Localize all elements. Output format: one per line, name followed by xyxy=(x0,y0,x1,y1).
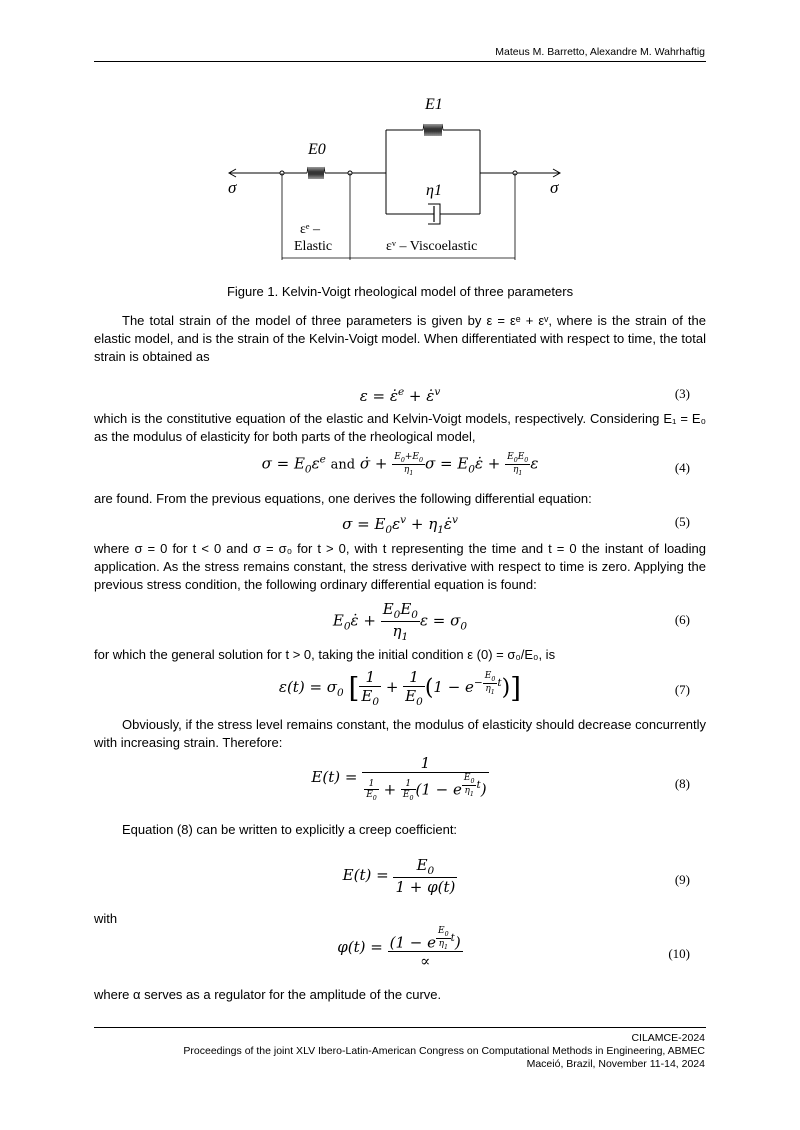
spring-e0 xyxy=(282,167,350,179)
equation-number: (4) xyxy=(674,460,690,475)
label-elastic: Elastic xyxy=(294,239,333,254)
label-elastic-strain: εᵉ – xyxy=(300,222,320,237)
equation-number: (7) xyxy=(674,682,690,697)
paragraph-previous-equations: are found. From the previous equations, one derives the following differential equation: xyxy=(94,491,592,506)
spring-e1 xyxy=(423,124,443,136)
kelvin-voigt-model-figure xyxy=(220,92,580,267)
header-rule xyxy=(94,61,706,62)
footer-location-date: Maceió, Brazil, November 11-14, 2024 xyxy=(526,1058,705,1070)
label-eta1: η1 xyxy=(426,182,442,199)
figure-caption: Figure 1. Kelvin-Voigt rheological model of three parameters xyxy=(226,284,574,299)
paragraph-total-strain: The total strain of the model of three parameters is given by ε = εᵉ + εᵛ, where is the strain of the elastic model, and is the strain of the Kelvin-Voigt model. When differentiated with respect to time, the total strain is obtained as xyxy=(94,313,706,364)
footer-conference: CILAMCE-2024 xyxy=(631,1032,705,1044)
equation-number: (9) xyxy=(674,872,690,887)
equation-number: (8) xyxy=(674,776,690,791)
label-sigma-left: σ xyxy=(228,178,237,197)
paragraph-loading: where σ = 0 for t < 0 and σ = σ₀ for t > 0, with t representing the time and t = 0 the instant of loading application. As the stress remains constant, the stress derivative with respect to time is zero. Applying the previous stress condition, the following ordinary differential equation is found: xyxy=(94,541,706,592)
paragraph-obviously: Obviously, if the stress level remains constant, the modulus of elasticity should decrease concurrently with increasing strain. Therefore: xyxy=(94,717,706,750)
paragraph-general-solution: for which the general solution for t > 0, taking the initial condition ε (0) = σ₀/E₀, is xyxy=(94,647,556,662)
equation-number: (3) xyxy=(674,386,690,401)
label-sigma-right: σ xyxy=(550,178,559,197)
paragraph-equation-8: Equation (8) can be written to explicitly a creep coefficient: xyxy=(122,822,458,837)
equation-number: (5) xyxy=(674,514,690,529)
footer-rule xyxy=(94,1027,706,1028)
equation-number: (6) xyxy=(674,612,690,627)
running-header-authors: Mateus M. Barretto, Alexandre M. Wahrhaftig xyxy=(495,46,705,58)
dashpot-eta1 xyxy=(386,204,480,224)
label-viscoelastic: εᵛ – Viscoelastic xyxy=(386,239,478,254)
label-e0: E0 xyxy=(308,141,326,158)
paragraph-with: with xyxy=(94,911,118,926)
footer-proceedings: Proceedings of the joint XLV Ibero-Latin-American Congress on Computational Methods in Engineering, ABMEC xyxy=(183,1045,705,1057)
label-e1: E1 xyxy=(425,96,443,113)
paragraph-constitutive: which is the constitutive equation of the elastic and Kelvin-Voigt models, respectively. Considering E₁ = E₀ as the modulus of elasticity for both parts of the rheological model, xyxy=(94,411,706,444)
paragraph-alpha: where α serves as a regulator for the amplitude of the curve. xyxy=(94,987,442,1002)
equation-number: (10) xyxy=(668,946,690,961)
